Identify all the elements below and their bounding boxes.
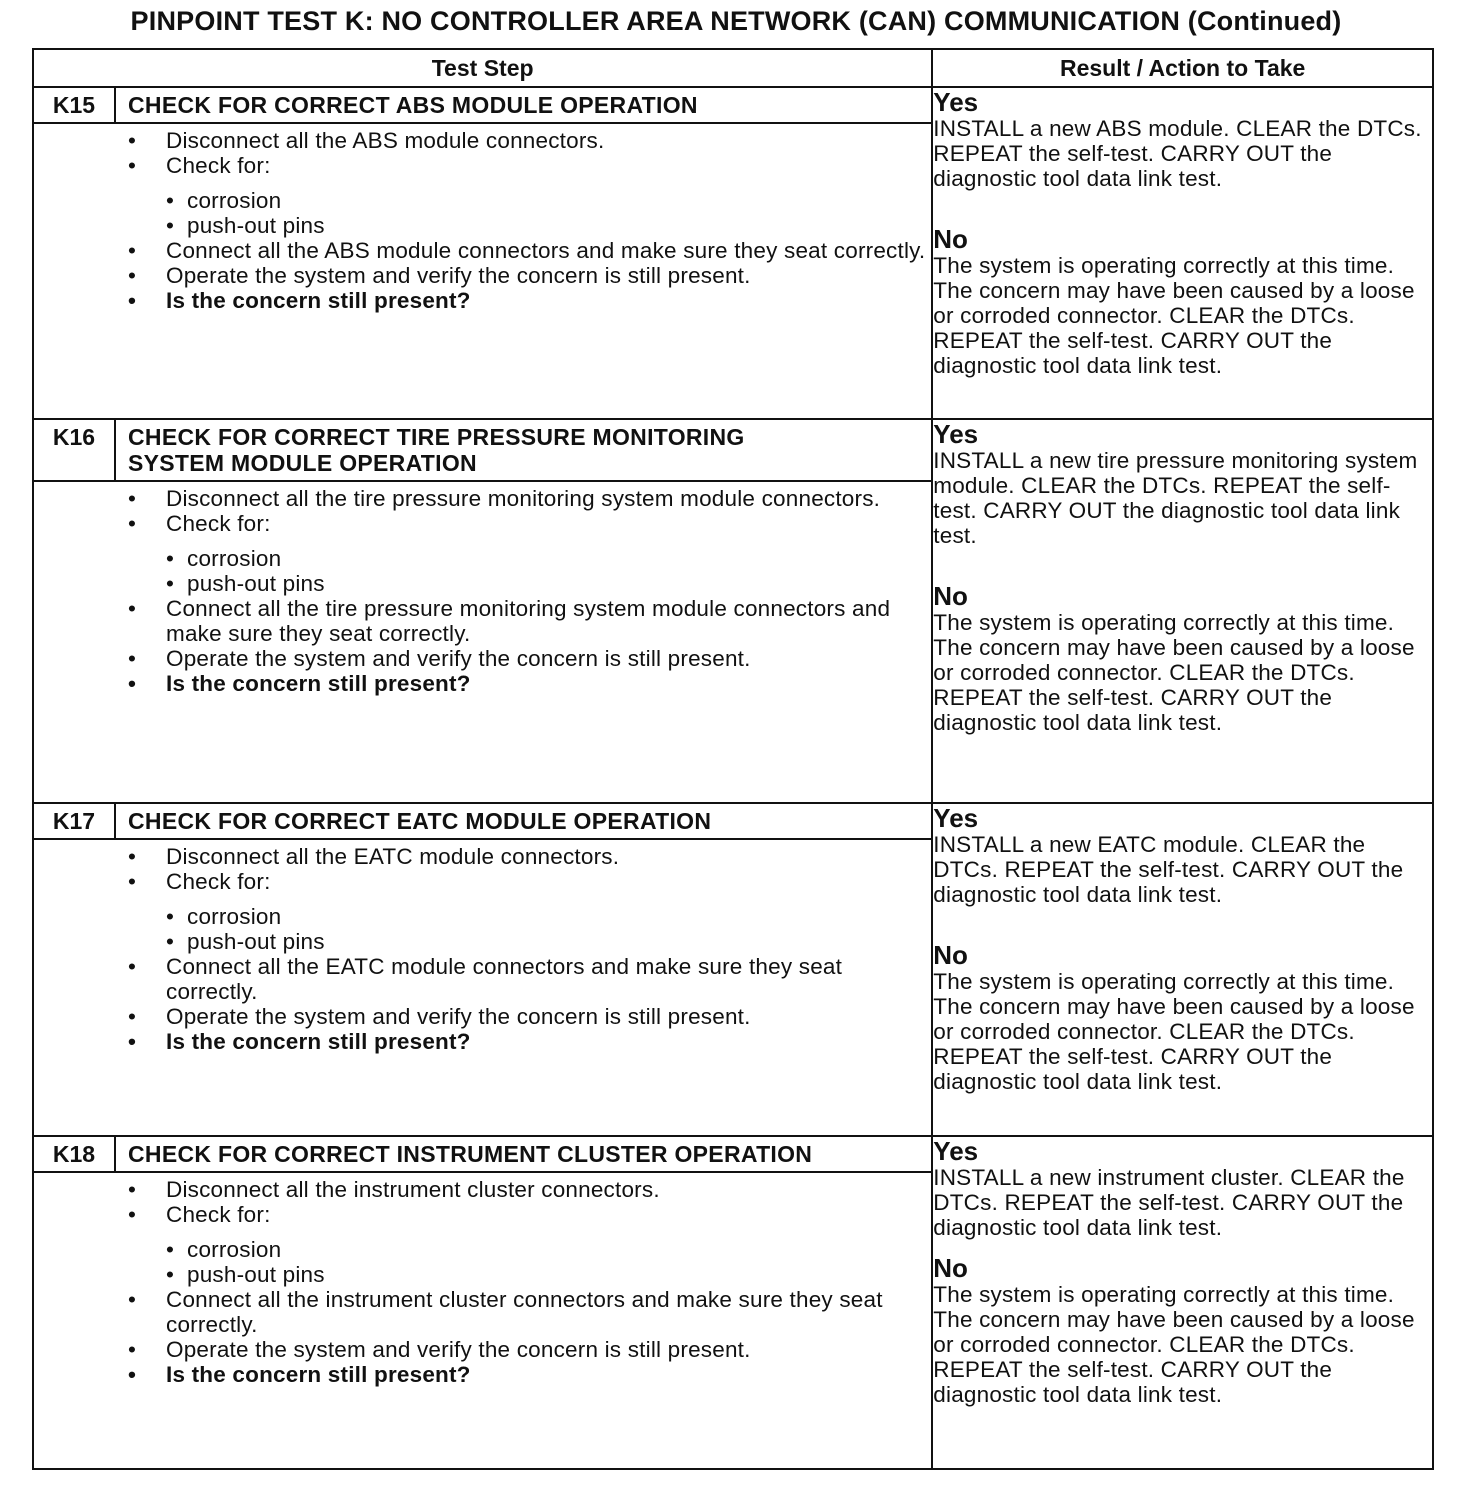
no-action: The system is operating correctly at this time. The concern may have been caused by a loose or corroded connector. CLEAR the DTCs. REPEAT the self-test. CARRY OUT the diagnostic tool data link test. xyxy=(933,253,1415,378)
header-test-step: Test Step xyxy=(33,49,932,87)
list-item: • Disconnect all the EATC module connectors. xyxy=(128,844,931,869)
table-row xyxy=(33,1136,1433,1469)
check-for-label: Check for: xyxy=(166,511,271,536)
table-row xyxy=(33,803,1433,1136)
no-label: No xyxy=(933,940,968,970)
check-for-label: Check for: xyxy=(166,869,271,894)
step-title: CHECK FOR CORRECT TIRE PRESSURE MONITORING SYSTEM MODULE OPERATION xyxy=(128,424,745,476)
list-item: • Connect all the EATC module connectors and make sure they seat correctly. xyxy=(128,954,931,1004)
check-sublist xyxy=(166,904,931,954)
step-title: CHECK FOR CORRECT INSTRUMENT CLUSTER OPERATION xyxy=(128,1141,813,1167)
yes-action: INSTALL a new tire pressure monitoring system module. CLEAR the DTCs. REPEAT the self-test. CARRY OUT the diagnostic tool data link test. xyxy=(933,448,1418,548)
step-id: K17 xyxy=(34,804,116,838)
test-step-cell xyxy=(33,419,932,803)
step-id: K15 xyxy=(34,88,116,122)
yes-label: Yes xyxy=(933,419,979,449)
table-row xyxy=(33,419,1433,803)
list-item: • Disconnect all the tire pressure monitoring system module connectors. xyxy=(128,486,931,511)
no-action: The system is operating correctly at this time. The concern may have been caused by a loose or corroded connector. CLEAR the DTCs. REPEAT the self-test. CARRY OUT the diagnostic tool data link test. xyxy=(933,1282,1415,1407)
result-cell xyxy=(932,803,1433,1136)
question-item: • Is the concern still present? xyxy=(128,1029,931,1054)
list-item: • Operate the system and verify the concern is still present. xyxy=(128,1337,931,1362)
yes-action: INSTALL a new instrument cluster. CLEAR the DTCs. REPEAT the self-test. CARRY OUT the diagnostic tool data link test. xyxy=(933,1165,1405,1240)
question-item: • Is the concern still present? xyxy=(128,1362,931,1387)
result-cell xyxy=(932,419,1433,803)
no-action: The system is operating correctly at this time. The concern may have been caused by a loose or corroded connector. CLEAR the DTCs. REPEAT the self-test. CARRY OUT the diagnostic tool data link test. xyxy=(933,969,1415,1094)
pinpoint-test-table xyxy=(32,48,1434,1470)
result-cell xyxy=(932,87,1433,419)
list-item: • corrosion xyxy=(166,1237,931,1262)
yes-label: Yes xyxy=(933,1136,979,1166)
step-bullet-list xyxy=(34,486,931,696)
step-id: K16 xyxy=(34,420,116,480)
result-cell xyxy=(932,1136,1433,1469)
check-for-label: Check for: xyxy=(166,153,271,178)
step-title: CHECK FOR CORRECT ABS MODULE OPERATION xyxy=(128,92,698,118)
yes-action: INSTALL a new ABS module. CLEAR the DTCs. REPEAT the self-test. CARRY OUT the diagnostic tool data link test. xyxy=(933,116,1422,191)
check-sublist xyxy=(166,1237,931,1287)
list-item: • corrosion xyxy=(166,188,931,213)
list-item: • Disconnect all the instrument cluster connectors. xyxy=(128,1177,931,1202)
test-step-cell xyxy=(33,803,932,1136)
list-item: • Disconnect all the ABS module connectors. xyxy=(128,128,931,153)
list-item: • Connect all the tire pressure monitoring system module connectors and make sure they seat correctly. xyxy=(128,596,931,646)
no-label: No xyxy=(933,1253,968,1283)
list-item: • Operate the system and verify the concern is still present. xyxy=(128,263,931,288)
header-result: Result / Action to Take xyxy=(932,49,1433,87)
step-title: CHECK FOR CORRECT EATC MODULE OPERATION xyxy=(128,808,712,834)
step-id: K18 xyxy=(34,1137,116,1171)
list-item: • corrosion xyxy=(166,904,931,929)
step-bullet-list xyxy=(34,844,931,1054)
list-item: • push-out pins xyxy=(166,929,931,954)
table-row xyxy=(33,87,1433,419)
list-item: • push-out pins xyxy=(166,571,931,596)
test-step-cell xyxy=(33,1136,932,1469)
no-label: No xyxy=(933,224,968,254)
list-item: • push-out pins xyxy=(166,1262,931,1287)
yes-label: Yes xyxy=(933,87,979,117)
question-item: • Is the concern still present? xyxy=(128,671,931,696)
check-sublist xyxy=(166,546,931,596)
table-header-row xyxy=(33,49,1433,87)
list-item xyxy=(128,511,931,596)
list-item: • Connect all the instrument cluster connectors and make sure they seat correctly. xyxy=(128,1287,931,1337)
check-sublist xyxy=(166,188,931,238)
page-title: PINPOINT TEST K: NO CONTROLLER AREA NETWORK (CAN) COMMUNICATION (Continued) xyxy=(130,6,1342,36)
list-item: • Operate the system and verify the concern is still present. xyxy=(128,646,931,671)
no-label: No xyxy=(933,581,968,611)
list-item: • push-out pins xyxy=(166,213,931,238)
step-bullet-list xyxy=(34,128,931,313)
list-item: • Operate the system and verify the concern is still present. xyxy=(128,1004,931,1029)
yes-action: INSTALL a new EATC module. CLEAR the DTCs. REPEAT the self-test. CARRY OUT the diagnostic tool data link test. xyxy=(933,832,1404,907)
question-item: • Is the concern still present? xyxy=(128,288,931,313)
check-for-label: Check for: xyxy=(166,1202,271,1227)
yes-label: Yes xyxy=(933,803,979,833)
no-action: The system is operating correctly at this time. The concern may have been caused by a loose or corroded connector. CLEAR the DTCs. REPEAT the self-test. CARRY OUT the diagnostic tool data link test. xyxy=(933,610,1415,735)
list-item xyxy=(128,1202,931,1287)
list-item: • Connect all the ABS module connectors and make sure they seat correctly. xyxy=(128,238,931,263)
step-bullet-list xyxy=(34,1177,931,1387)
test-step-cell xyxy=(33,87,932,419)
list-item: • corrosion xyxy=(166,546,931,571)
list-item xyxy=(128,869,931,954)
list-item xyxy=(128,153,931,238)
